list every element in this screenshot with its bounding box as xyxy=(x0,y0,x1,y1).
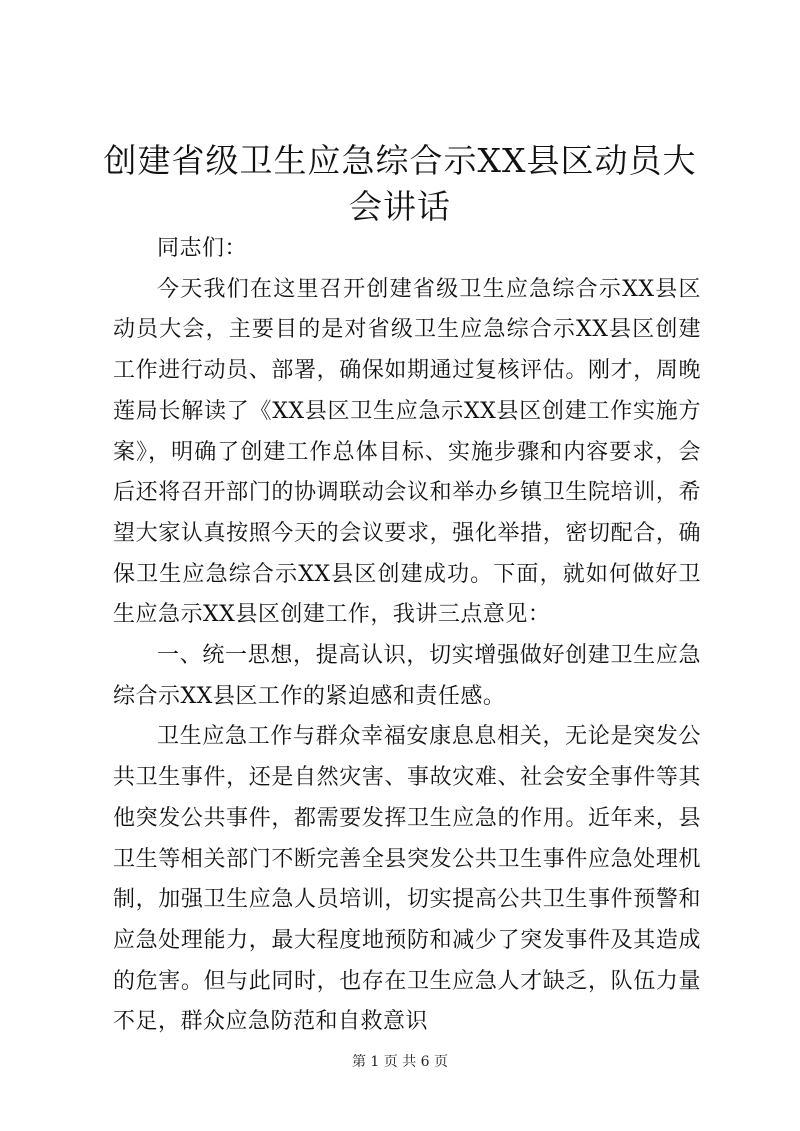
document-body xyxy=(113,229,701,1043)
page-footer: 第 1 页 共 6 页 xyxy=(351,1054,449,1070)
paragraph-section-heading: 一、统一思想，提高认识，切实增强做好创建卫生应急综合示XX县区工作的紧迫感和责任感。 xyxy=(113,643,701,709)
paragraph-salutation: 同志们： xyxy=(157,236,248,261)
paragraph-body: 卫生应急工作与群众幸福安康息息相关，无论是突发公共卫生事件，还是自然灾害、事故灾难、社会安全事件等其他突发公共事件，都需要发挥卫生应急的作用。近年来，县卫生等相关部门不断完善全县突发公共卫生事件应急处理机制，加强卫生应急人员培训，切实提高公共卫生事件预警和应急处理能力，最大程度地预防和减少了突发事件及其造成的危害。但与此同时，也存在卫生应急人才缺乏，队伍力量不足，群众应急防范和自救意识 xyxy=(113,724,701,1035)
paragraph-intro: 今天我们在这里召开创建省级卫生应急综合示XX县区动员大会，主要目的是对省级卫生应急综合示XX县区创建工作进行动员、部署，确保如期通过复核评估。刚才，周晚莲局长解读了《XX县区卫生应急示XX县区创建工作实施方案》，明确了创建工作总体目标、实施步骤和内容要求，会后还将召开部门的协调联动会议和举办乡镇卫生院培训，希望大家认真按照今天的会议要求，强化举措，密切配合，确保卫生应急综合示XX县区创建成功。下面，就如何做好卫生应急示XX县区创建工作，我讲三点意见： xyxy=(113,276,701,628)
document-title: 创建省级卫生应急综合示XX县区动员大会讲话 xyxy=(103,141,697,226)
